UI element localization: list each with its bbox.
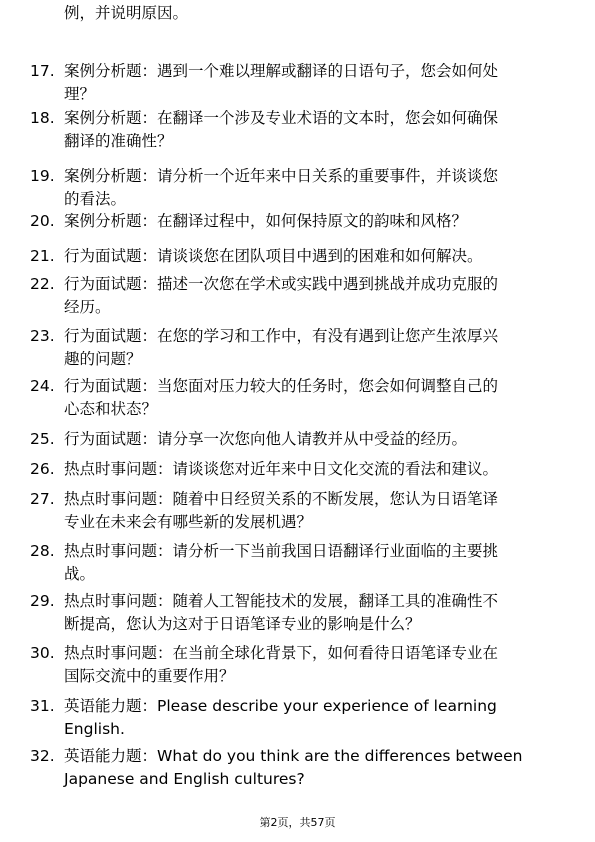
- item-number: 28.: [30, 542, 55, 560]
- item-number: 17.: [30, 62, 55, 80]
- item-number: 21.: [30, 247, 55, 265]
- item-text: 案例分析题：遇到一个难以理解或翻译的日语句子，您会如何处 理？: [64, 62, 499, 103]
- item-text: 行为面试题：请分享一次您向他人请教并从中受益的经历。: [64, 430, 468, 448]
- item-text: 热点时事问题：随着人工智能技术的发展，翻译工具的准确性不 断提高，您认为这对于日语笔译专业的影响是什么？: [64, 592, 499, 633]
- item-number: 29.: [30, 592, 55, 610]
- item-number: 22.: [30, 275, 55, 293]
- item-text: 英语能力题：Please describe your experience of learning English.: [64, 697, 497, 738]
- item-number: 20.: [30, 212, 55, 230]
- item-text: 热点时事问题：请谈谈您对近年来中日文化交流的看法和建议。: [64, 460, 499, 478]
- item-number: 25.: [30, 430, 55, 448]
- continuation-text: 例，并说明原因。: [64, 4, 189, 22]
- item-text: 案例分析题：在翻译一个涉及专业术语的文本时，您会如何确保 翻译的准确性？: [64, 109, 499, 150]
- item-text: 案例分析题：请分析一个近年来中日关系的重要事件，并谈谈您 的看法。: [64, 167, 499, 208]
- item-text: 英语能力题：What do you think are the differences between Japanese and English cultures?: [64, 747, 523, 788]
- item-number: 23.: [30, 327, 55, 345]
- page-footer: 第2页，共57页: [259, 816, 336, 829]
- item-text: 热点时事问题：请分析一下当前我国日语翻译行业面临的主要挑 战。: [64, 542, 499, 583]
- item-text: 热点时事问题：随着中日经贸关系的不断发展，您认为日语笔译 专业在未来会有哪些新的发展机遇？: [64, 490, 499, 531]
- item-number: 24.: [30, 377, 55, 395]
- item-number: 19.: [30, 167, 55, 185]
- item-text: 行为面试题：当您面对压力较大的任务时，您会如何调整自己的 心态和状态？: [64, 377, 499, 418]
- item-text: 行为面试题：在您的学习和工作中，有没有遇到让您产生浓厚兴 趣的问题？: [64, 327, 499, 368]
- item-number: 26.: [30, 460, 55, 478]
- item-number: 30.: [30, 644, 55, 662]
- item-number: 32.: [30, 747, 55, 765]
- item-number: 31.: [30, 697, 55, 715]
- item-text: 热点时事问题：在当前全球化背景下，如何看待日语笔译专业在 国际交流中的重要作用？: [64, 644, 499, 685]
- item-text: 案例分析题：在翻译过程中，如何保持原文的韵味和风格？: [64, 212, 468, 230]
- item-number: 27.: [30, 490, 55, 508]
- item-text: 行为面试题：请谈谈您在团队项目中遇到的困难和如何解决。: [64, 247, 483, 265]
- item-text: 行为面试题：描述一次您在学术或实践中遇到挑战并成功克服的 经历。: [64, 275, 499, 316]
- item-number: 18.: [30, 109, 55, 127]
